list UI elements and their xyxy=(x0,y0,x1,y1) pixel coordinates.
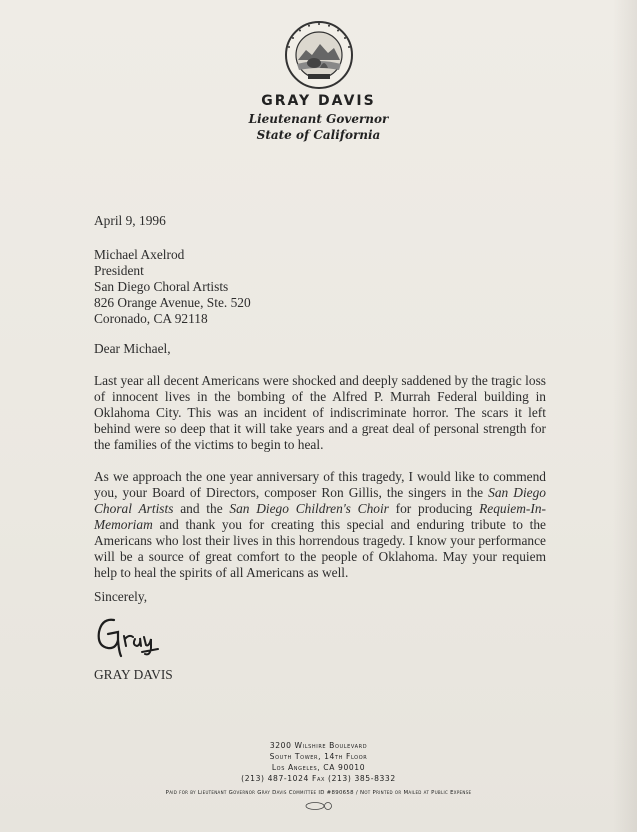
handwritten-signature xyxy=(94,612,174,660)
footer-phone-fax: (213) 487-1024 Fax (213) 385-8332 xyxy=(241,774,396,783)
salutation: Dear Michael, xyxy=(94,341,171,356)
letterhead-title: Lieutenant Governor xyxy=(248,112,389,126)
body-paragraph-2 xyxy=(94,469,546,581)
recipient-organization: San Diego Choral Artists xyxy=(94,279,229,294)
letter-date: April 9, 1996 xyxy=(94,213,166,228)
signer-name: GRAY DAVIS xyxy=(94,667,173,682)
footer-address-line: 3200 Wilshire Boulevard xyxy=(269,741,368,750)
recipient-name: Michael Axelrod xyxy=(94,247,185,262)
childrens-choir-name: San Diego Children's Choir xyxy=(229,501,389,516)
recipient-city: Coronado, CA 92118 xyxy=(94,311,208,326)
paragraph-2-text: and the xyxy=(173,501,230,516)
letterhead-state: State of California xyxy=(256,128,381,142)
footer-disclaimer: Paid for by Lieutenant Governor Gray Davis Committee ID #890658 / Not Printed or Mailed at Public Expense xyxy=(165,790,472,796)
paragraph-2-text: for producing xyxy=(388,501,480,516)
paragraph-2-text: and thank you for creating this special and enduring tribute to the Americans who lost their lives in this horrendous tragedy. I know your performance will be a source of great comfort to the people of Oklahoma. May your requiem help to heal the spirits of all Americans as well. xyxy=(94,517,546,580)
paragraph-2-text: As we approach the one year anniversary of this tragedy, I would like to commend you, your Board of Directors, composer Ron Gillis, the singers in the xyxy=(94,469,546,500)
closing: Sincerely, xyxy=(94,589,148,604)
california-seal-icon xyxy=(284,20,354,90)
union-label-icon xyxy=(304,801,334,811)
recipient-title: President xyxy=(94,263,144,278)
footer-address-line: Los Angeles, CA 90010 xyxy=(271,763,366,772)
choral-artists-name: San Diego Choral Artists xyxy=(94,485,546,516)
recipient-street: 826 Orange Avenue, Ste. 520 xyxy=(94,295,251,310)
body-paragraph-1: Last year all decent Americans were shocked and deeply saddened by the tragic loss of innocent lives in the bombing of the Alfred P. Murrah Federal building in Oklahoma City. This was an incident of indiscriminate horror. The scars it left behind were so deep that it will take years and a great deal of personal strength for the families of the victims to begin to heal. xyxy=(94,373,546,452)
footer-address-line: South Tower, 14th Floor xyxy=(269,752,368,761)
requiem-title: Requiem-In-Memoriam xyxy=(94,501,546,532)
letterhead-name: GRAY DAVIS xyxy=(261,93,376,109)
recipient-address-block xyxy=(94,247,251,327)
